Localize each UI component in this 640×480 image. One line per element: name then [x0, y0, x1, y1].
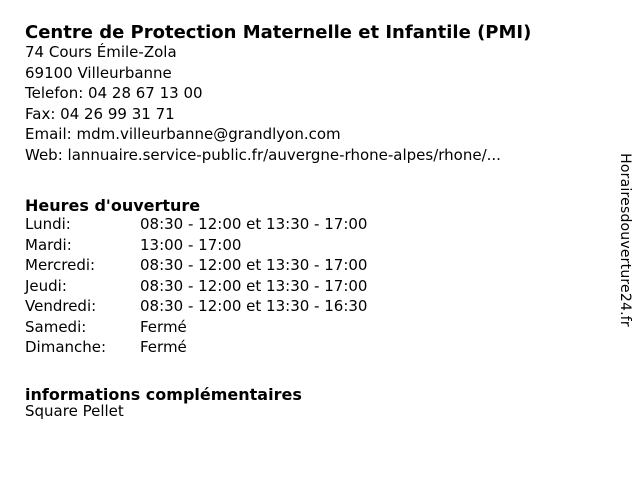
opening-hours-heading: Heures d'ouverture: [25, 196, 201, 216]
day-label: Samedi:: [25, 317, 87, 336]
phone-line: [25, 83, 600, 104]
phone-value: 04 28 67 13 00: [88, 84, 203, 102]
time-value: 08:30 - 12:00 et 13:30 - 16:30: [140, 297, 368, 315]
table-row: [25, 255, 525, 276]
table-row: [25, 337, 525, 358]
additional-info-heading: informations complémentaires: [25, 385, 302, 405]
time-value: 08:30 - 12:00 et 13:30 - 17:00: [140, 276, 368, 295]
time-value: Fermé: [140, 338, 187, 356]
day-label: Dimanche:: [25, 338, 107, 356]
address-line-2: 69100 Villeurbanne: [25, 63, 172, 82]
table-row: [25, 214, 525, 235]
day-label: Vendredi:: [25, 297, 97, 315]
opening-hours-table: [25, 214, 525, 358]
fax-value: 04 26 99 31 71: [60, 104, 175, 123]
email-line: [25, 124, 600, 145]
email-label: Email:: [25, 125, 72, 143]
fax-label: Fax:: [25, 104, 56, 123]
site-watermark: Horairesdouverture24.fr: [617, 153, 633, 327]
page-title: Centre de Protection Maternelle et Infantile (PMI): [25, 22, 532, 44]
web-label: Web:: [25, 145, 63, 164]
time-value: 08:30 - 12:00 et 13:30 - 17:00: [140, 215, 368, 233]
contact-block: [25, 42, 600, 165]
table-row: [25, 317, 525, 338]
fax-line: [25, 104, 600, 125]
time-value: Fermé: [140, 317, 187, 336]
table-row: [25, 276, 525, 297]
phone-label: Telefon:: [25, 84, 84, 102]
table-row: [25, 296, 525, 317]
web-value: lannuaire.service-public.fr/auvergne-rhone-alpes/rhone/...: [67, 145, 501, 164]
web-line: [25, 145, 600, 166]
time-value: 13:00 - 17:00: [140, 235, 242, 254]
time-value: 08:30 - 12:00 et 13:30 - 17:00: [140, 256, 368, 274]
additional-info-text: Square Pellet: [25, 402, 124, 420]
day-label: Jeudi:: [25, 276, 67, 295]
address-line-1: 74 Cours Émile-Zola: [25, 43, 177, 61]
day-label: Lundi:: [25, 215, 71, 233]
day-label: Mardi:: [25, 235, 72, 254]
day-label: Mercredi:: [25, 256, 96, 274]
email-value: mdm.villeurbanne@grandlyon.com: [76, 125, 341, 143]
table-row: [25, 235, 525, 256]
